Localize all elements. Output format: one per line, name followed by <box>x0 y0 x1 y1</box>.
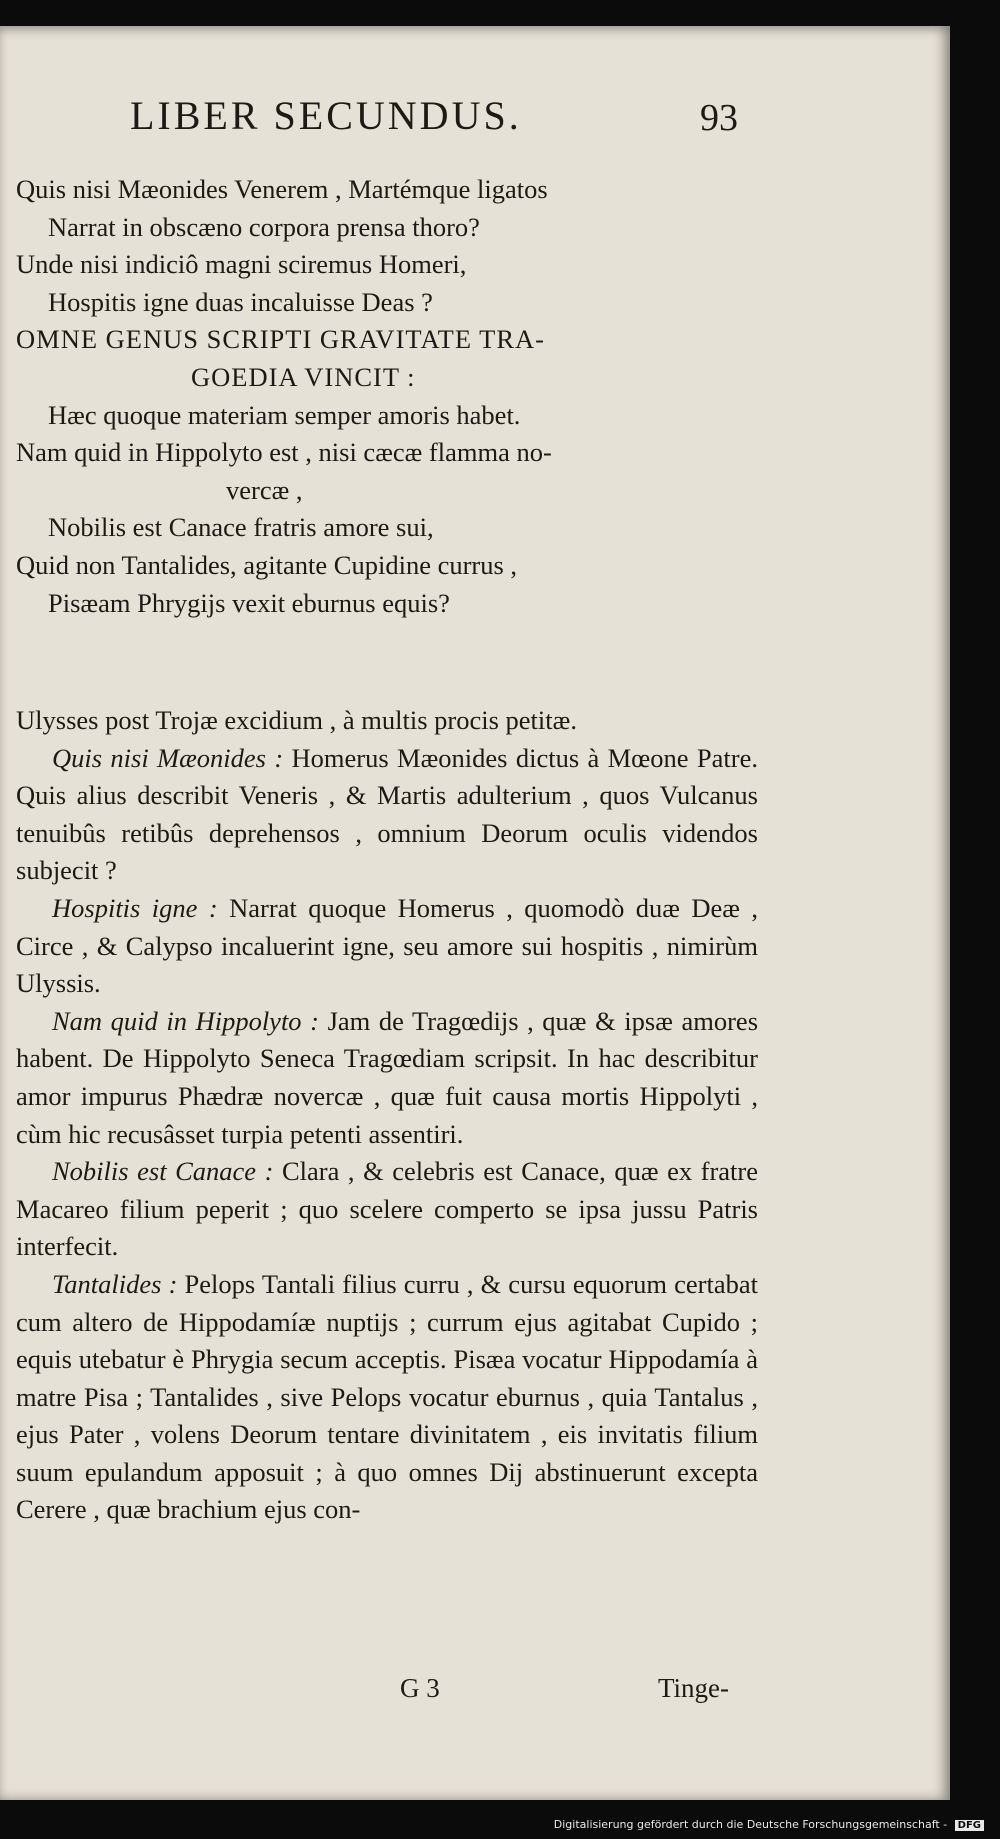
section-heading: OMNE GENUS SCRIPTI GRAVITATE TRA- <box>16 324 546 355</box>
lemma: Tantalides : <box>52 1268 178 1299</box>
commentary-note <box>16 1003 758 1153</box>
verse-line: Narrat in obscæno corpora prensa thoro? <box>48 211 480 242</box>
running-head: LIBER SECUNDUS. <box>130 93 522 138</box>
verse-line: vercæ , <box>226 474 303 505</box>
verse-line: Hæc quoque materiam semper amoris habet. <box>48 399 521 430</box>
commentary-block <box>16 702 758 1529</box>
commentary-note <box>16 1153 758 1266</box>
note-text: Homerus Mæonides dictus à Mœone Patre. Quis alius describit Veneris , & Martis adulterium , quos Vulcanus tenuibûs retibûs deprehensos , omnium Deorum oculis videndos subjecit ? <box>16 742 758 886</box>
note-text: Narrat quoque Homerus , quomodò duæ Deæ , Circe , & Calypso incaluerint igne, seu amore sui hospitis , nimirùm Ulyssis. <box>16 892 759 999</box>
digitization-credit <box>554 1818 984 1831</box>
verse-line: Quid non Tantalides, agitante Cupidine currus , <box>16 549 518 580</box>
note-text: Clara , & celebris est Canace, quæ ex fratre Macareo filium peperit ; quo scelere comperto se ipsa jussu Patris interfecit. <box>16 1156 759 1262</box>
catchword: Tinge- <box>658 1673 730 1703</box>
commentary-note <box>16 890 758 1003</box>
dfg-logo: DFG <box>955 1820 984 1831</box>
lemma: Nobilis est Canace : <box>52 1156 274 1187</box>
commentary-intro: Ulysses post Trojæ excidium , à multis procis petitæ. <box>16 705 577 735</box>
note-text: Pelops Tantali filius curru , & cursu equorum certabat cum altero de Hippodamíæ nuptijs ; currum ejus agitabat Cupido ; equis utebatur è Phrygia secum acceptis. Pisæa vocatur Hippodamía à matre Pisa ; Tantalides , sive Pelops vocatur eburnus , quia Tantalus , ejus Pater , volens Deorum tentare divinitatem , eis invitatis filium suum epulandum apposuit ; à quo omnes Dij abstinuerunt excepta Cerere , quæ brachium ejus con- <box>16 1268 758 1525</box>
lemma: Nam quid in Hippolyto : <box>52 1005 319 1036</box>
section-heading: GOEDIA VINCIT : <box>191 361 416 392</box>
verse-line: Quis nisi Mæonides Venerem , Martémque ligatos <box>16 174 548 204</box>
signature-mark: G 3 <box>400 1673 440 1703</box>
verse-block <box>16 171 758 622</box>
verse-line: Unde nisi indiciô magni sciremus Homeri, <box>16 249 467 280</box>
verse-line: Nobilis est Canace fratris amore sui, <box>48 512 434 543</box>
credit-text: Digitalisierung gefördert durch die Deutsche Forschungsgemeinschaft - <box>553 1818 948 1831</box>
lemma: Hospitis igne : <box>52 892 218 923</box>
book-page <box>0 26 950 1800</box>
note-text: Jam de Tragœdijs , quæ & ipsæ amores habent. De Hippolyto Seneca Tragœdiam scripsit. In hac describitur amor impurus Phædræ novercæ , quæ fuit causa mortis Hippolyti , cùm hic recusâsset turpia petenti assentiri. <box>16 1005 759 1149</box>
commentary-note <box>16 1266 758 1529</box>
page-number: 93 <box>700 97 738 139</box>
verse-line: Nam quid in Hippolyto est , nisi cæcæ flamma no- <box>16 437 552 468</box>
verse-line: Hospitis igne duas incaluisse Deas ? <box>48 286 433 317</box>
lemma: Quis nisi Mæonides : <box>52 742 284 773</box>
verse-line: Pisæam Phrygijs vexit eburnus equis? <box>48 587 450 618</box>
commentary-note <box>16 740 758 890</box>
